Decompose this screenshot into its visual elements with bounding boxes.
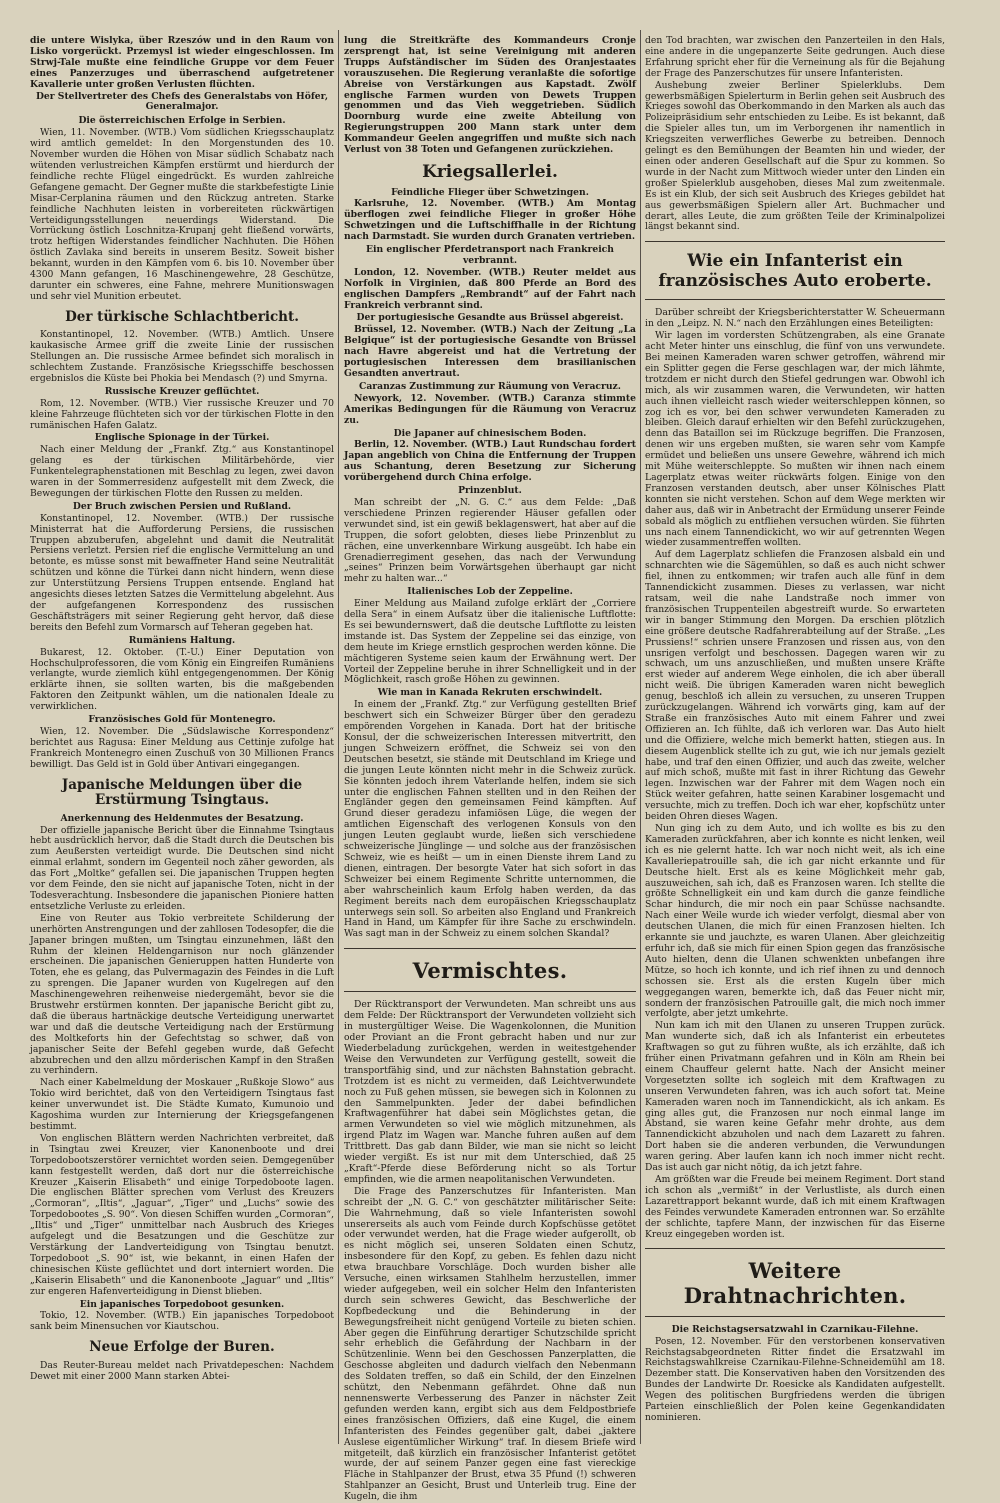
section-box <box>645 1248 945 1316</box>
paragraph: Eine von Reuter aus Tokio verbreitete Schilderung der unerhörten Anstrengungen und der zahllosen Todesopfer, die die Japaner bringen mußten, um Tsingtau einzunehmen, läßt den Ruhm der kleinen Heldengarnison nur noch glänzender erscheinen. Die japanischen Genieruppen hatten Hunderte von Toten, ehe es gelang, das Pulvermagazin des Feindes in die Luft zu sprengen. Die Japaner wurden von Kugelregen auf den Maschinengewehren reihenweise niedergemäht, bevor sie die Brustwehr erstürmen konnten. Der japanische Bericht gibt zu, daß die überaus hartnäckige deutsche Verteidigung unerwartet war und daß die deutsche Verteidigung nach der Erstürmung des Moltkeforts hin der Gefechtstag so schwer, daß von japanischer Seite der Befehl gegeben wurde, daß Gefecht abzubrechen und den allzu mörderischen Kampf in den Straßen zu verhindern. <box>30 912 334 1077</box>
section-headline: Kriegsallerlei. <box>422 161 558 182</box>
subheading: Anerkennung des Heldenmutes der Besatzung. <box>60 812 304 824</box>
subheading: Wie man in Kanada Rekruten erschwindelt. <box>377 687 603 699</box>
paragraph: Aushebung zweier Berliner Spielerklubs. Dem gewerbsmäßigen Spielerturm in Berlin gehen seit Ausbruch des Krieges sowohl das Oberkommando in den Marken als auch das Polizeipräsidium sehr entschieden zu Leibe. Es ist bekannt, daß die Spieler alles tun, um im Verborgenen ihr namentlich in Kriegszeiten verwerfliches Gewerbe zu betreiben. Dennoch gelingt es den Bemühungen der Beamten hin und wieder, der einen oder anderen Gesellschaft auf die Spur zu kommen. So wurde in der Nacht zum Mittwoch wieder unter den Linden ein großer Spielerklub ausgehoben, dieses Mal zum zweitenmale. Es ist ein Klub, der sich seit Ausbruch des Krieges gebildet hat aus gewerbsmäßigen Spielern aller Art. Buchmacher und derart, alles Leute, die zum größten Teile der Kriminalpolizei längst bekannt sind. <box>645 79 945 233</box>
paragraph: Konstantinopel, 12. November. (WTB.) Der russische Ministerrat hat die Aufforderung Persiens, die russischen Truppen abzuberufen, abgelehnt und damit die Neutralität Persiens verletzt. Persien rief die englische Vermittelung an und betonte, es müsse sonst mit bewaffneter Hand seine Neutralität schützen und könne die Türkei dann nicht hindern, wenn diese zur Unterstützung Persiens Truppen entsende. England hat angesichts dieses letzten Satzes die Vermittelung abgelehnt. Aus der aufgefangenen Korrespondenz des russischen Geschäftsträgers mit seiner Regierung geht hervor, daß diese bereits den Befehl zum Vormarsch auf Teheran gegeben hat. <box>30 512 334 633</box>
subheading: Russische Kreuzer geflüchtet. <box>104 385 260 397</box>
paragraph: Nach einer Meldung der „Frankf. Ztg.“ aus Konstantinopel gelang es der türkischen Militärbehörde, vier Funkentelegraphenstationen mit Beschlag zu legen, zwei davon waren in der Sommerresidenz aufgestellt mit dem Zweck, die Bewegungen der türkischen Flotte den Russen zu melden. <box>30 444 334 499</box>
paragraph: Berlin, 12. November. (WTB.) Laut Rundschau fordert Japan angeblich von China die Entfernung der Truppen aus Schantung, deren Besetzung zur Sicherung vorübergehend durch China erfolge. <box>344 439 636 484</box>
paragraph: Bukarest, 12. Oktober. (T.-U.) Einer Deputation von Hochschulprofessoren, die vom König ein Eingreifen Rumäniens verlangte, wurde ziemlich kühl entgegengenommen. Der König erklärte ihnen, sie sollten warten, bis die maßgebenden Faktoren den Zeitpunkt wählen, um die nationalen Ideale zu verwirklichen. <box>30 646 334 713</box>
paragraph: Der offizielle japanische Bericht über die Einnahme Tsingtaus hebt ausdrücklich hervor, daß die Stadt durch die Deutschen bis zum Aeußersten verteidigt wurde. Die Deutschen sind nicht einmal erlahmt, sondern im Gegenteil noch zäher geworden, als das Fort „Moltke“ gefallen sei. Die japanischen Truppen hegten vor dem Feinde, den sie nicht auf japanische Toten, nicht in der Todesverachtung. Insbesondere die japanischen Pioniere hatten entsetzliche Verluste zu erleiden. <box>30 824 334 912</box>
paragraph: die untere Wislyka, über Rzeszów und in den Raum von Lisko vorgerückt. Przemysl ist wieder eingeschlossen. Im Strwj-Tale mußte eine feindliche Gruppe vor dem Feuer eines Panzerzuges und überraschend aufgetretener Kavallerie unter großen Verlusten flüchten. <box>30 35 334 90</box>
article-headline: Neue Erfolge der Buren. <box>89 1339 275 1356</box>
paragraph: Auf dem Lagerplatz schliefen die Franzosen alsbald ein und schnarchten wie die Sägemühlen, so daß es auch nicht schwer fiel, ihnen zu entkommen; wir trafen auch alle fünf in dem Tannendickicht zusammen. Dieses zu verlassen, war nicht ratsam, weil die nahe Landstraße noch immer von französischen Truppenteilen abgestreift wurde. So erwarteten wir in banger Stimmung den Morgen. Da erschien plötzlich eine größere deutsche Radfahrerabteilung auf der Straße. „Les Prussiens!“ schrien unsere Franzosen und rissen aus, von den unsrigen verfolgt und beschossen. Dagegen waren wir zu schwach, um uns anzuschließen, und mußten unsere Kräfte erst wieder auf anderem Wege einholen, die ich aber überall nicht weiß. Die übrigen Kameraden waren nicht beweglich genug, beschloß ich allein zu versuchen, zu unseren Truppen zurückzugelangen. Während ich vorwärts ging, kam auf der Straße ein französisches Auto mit einem Fahrer und zwei Offizieren an. Ich fühlte, daß ich verloren war. Das Auto hielt und die Offiziere, welche mich bemerkt hatten, stiegen aus. In diesem Augenblick stellte ich zu gut, wie ich nur jemals gezielt habe, und traf den einen Offizier, und auch das zweite, welcher auf mich schoß, mußte mit fast in ihrer Richtung das Gewehr legen. Inzwischen war der Fahrer mit dem Wagen noch ein Stück weiter gefahren, hatte seinen Karabiner losgemacht und versuchte, mich zu treffen. Doch ich war eher, kopfschütz unter beiden Ohren dieses Wagen. <box>645 549 945 823</box>
subheading: Der portugiesische Gesandte aus Brüssel abgereist. <box>356 312 624 324</box>
subheading: Caranzas Zustimmung zur Räumung von Veracruz. <box>359 380 621 392</box>
subheading: Französisches Gold für Montenegro. <box>88 714 276 726</box>
section-box <box>645 241 945 300</box>
paragraph: Karlsruhe, 12. November. (WTB.) Am Montag überflogen zwei feindliche Flieger in großer Höhe Schwetzingen und die Luftschiffhalle in der Richtung nach Darmstadt. Sie wurden durch Granaten vertrieben. <box>344 198 636 243</box>
paragraph: London, 12. November. (WTB.) Reuter meldet aus Norfolk in Virginien, daß 800 Pferde an Bord des englischen Dampfers „Rembrandt“ auf der Fahrt nach Frankreich verbrannt sind. <box>344 266 636 311</box>
subheading: Der Bruch zwischen Persien und Rußland. <box>72 500 292 512</box>
section-headline: Vermischtes. <box>412 958 568 984</box>
paragraph: Von englischen Blättern werden Nachrichten verbreitet, daß in Tsingtau zwei Kreuzer, vier Kanonenboote und drei Torpedobootszerstörer vernichtet worden seien. Demgegenüber kann festgestellt werden, daß dort nur die österreichische Kreuzer „Kaiserin Elisabeth“ und einige Torpedoboote lagen. Die englischen Blätter sprechen vom Verlust des Kreuzers „Cormoran“, „Iltis“, „Jaguar“, „Tiger“ und „Luchs“ sowie des Torpedobootes „S. 90“. Von diesen Schiffen wurden „Cormoran“, „Iltis“ und „Tiger“ unmittelbar nach Ausbruch des Krieges aufgelegt und die Besatzungen und die Geschütze zur Verstärkung der Landverteidigung von Tsingtau benutzt. Torpedoboot „S. 90“ ist, wie bekannt, in einen Hafen der chinesischen Küste geflüchtet und dort interniert worden. Die „Kaiserin Elisabeth“ und die Kanonenboote „Jaguar“ und „Iltis“ zur engeren Hafenverteidigung in Dienst blieben. <box>30 1132 334 1297</box>
subheading: Englische Spionage in der Türkei. <box>94 432 270 444</box>
article-headline: Der türkische Schlachtbericht. <box>65 308 299 325</box>
signature: Der Stellvertreter des Chefs des Generalstabs von Höfer, Generalmajor. <box>35 90 329 113</box>
paragraph: Rom, 12. November. (WTB.) Vier russische Kreuzer und 70 kleine Fahrzeuge flüchteten sich vor der türkischen Flotte in den rumänischen Hafen Galatz. <box>30 397 334 431</box>
paragraph: Am größten war die Freude bei meinem Regiment. Dort stand ich schon als „vermißt“ in der Verlustliste, als durch einen Lazarettrapport bekannt wurde, daß ich mit einem Kraftwagen des Feindes verwundete Kameraden entronnen war. So erzählte der schlichte, tapfere Mann, der inzwischen für das Eiserne Kreuz eingegeben worden ist. <box>645 1174 945 1240</box>
subheading: Ein japanisches Torpedoboot gesunken. <box>79 1298 285 1310</box>
paragraph: Nun ging ich zu dem Auto, und ich wollte es bis zu den Kameraden zurückfahren, aber ich konnte es nicht lenken, weil ich es nie gelernt hatte. Ich war noch nicht weit, als ich eine Kavalleriepatrouille sah, die ich gar nicht erkannte und für Deutsche hielt. Erst als es keine Möglichkeit mehr gab, auszuweichen, sah ich, daß es Franzosen waren. Ich stellte die größte Schnelligkeit ein und kam durch die ganze feindliche Schar hindurch, die mir noch ein paar Schüsse nachsandte. Nach einer Weile wurde ich wieder verfolgt, diesmal aber von deutschen Ulanen, die mich für einen Franzosen hielten. Ich erkannte sie und jauchzte, es waren Ulanen. Aber gleichzeitig erfuhr ich, daß sie mich für einen Spion gegen das französische Auto hielten, denn die Ulanen schwenkten unbefangen ihre Mütze, so hoch ich konnte, und ich rief ihnen zu und dennoch schossen sie. Erst als die ersten Kugeln über mich weggegangen waren, bemerkte ich, daß das Feuer nicht mir, sondern der französischen Patrouille galt, die mich noch immer verfolgte, aber jetzt umkehrte. <box>645 823 945 1020</box>
paragraph: Tokio, 12. November. (WTB.) Ein japanisches Torpedoboot sank beim Minensuchen vor Kiautschou. <box>30 1310 334 1333</box>
paragraph: Nun kam ich mit den Ulanen zu unseren Truppen zurück. Man wunderte sich, daß ich als Infanterist ein erbeutetes Kraftwagen so gut zu führen wußte, als ich erzählte, daß ich früher einen Privatmann gefahren und in Köln am Rhein bei einem Chauffeur gelernt hatte. Nach der Ansicht meiner Vorgesetzten sollte ich sogleich mit dem Kraftwagen zu unseren Verwundeten fahren, was ich auch sofort tat. Meine Kameraden waren noch im Tannendickicht, als ich ankam. Es ging alles gut, die Franzosen nur noch einmal lange im Abstand, sie waren keine Gefahr mehr drohte, aus dem Tannendickicht abzuholen und nach dem Lazarett zu fahren. Dort haben sie die anderen verbunden, die Verwundungen waren gering. Aber laufen kann ich noch immer nicht recht. Das ist auch gar nicht nötig, da ich jetzt fahre. <box>645 1020 945 1174</box>
paragraph: In einem der „Frankf. Ztg.“ zur Verfügung gestellten Brief beschwert sich ein Schweizer Bürger über den geradezu empörenden Vorgehen in Kanada. Dort hat der britische Konsul, der die schweizerischen Interessen mitvertritt, den jungen Schweizern eröffnet, die Schweiz sei von den Deutschen besetzt, sie stände mit Deutschland im Kriege und die jungen Leute könnten nicht mehr in die Schweiz zurück. Sie könnten jedoch ihrem Vaterlande helfen, indem sie sich unter die englischen Fahnen stellten und in den Reihen der Engländer gegen den gemeinsamen Feind kämpften. Auf Grund dieser geradezu infamiösen Lüge, die wegen der amtlichen Eigenschaft des verlogenen Konsuls von den jungen Leuten geglaubt wurde, ließen sich verschiedene schweizerische Jünglinge — und solche aus der französischen Schweiz, wie es heißt — um in einen Dienste ihrem Land zu dienen, eintragen. Der besorgte Vater hat sich sofort in das Schweizer bei einem Regimente Schritte unternommen, die aber wahrscheinlich kaum Erfolg haben werden, da das Regiment bereits nach dem europäischen Kriegsschauplatz unterwegs sein soll. So arbeiten also England und Frankreich Hand in Hand, um Kämpfer für ihre Sache zu erschwindeln. Was sagt man in der Schweiz zu einem solchen Skandal? <box>344 699 636 940</box>
column-2 <box>344 35 636 1503</box>
paragraph: Newyork, 12. November. (WTB.) Caranza stimmte Amerikas Bedingungen für die Räumung von Veracruz zu. <box>344 392 636 426</box>
paragraph: Der Rücktransport der Verwundeten. Man schreibt uns aus dem Felde: Der Rücktransport der Verwundeten vollzieht sich in mustergültiger Weise. Die Wagenkolonnen, die Munition oder Proviant an die Front gebracht haben und nur zur Wiederbeladung zurückgehen, werden in weitestgehender Weise den Verwundeten zur Verfügung gestellt, soweit die transportfähig sind, und zur nächsten Bahnstation gebracht. Trotzdem ist es nicht zu vermeiden, daß Leichtverwundete noch zu Fuß gehen müssen, sie bewegen sich in Kolonnen zu den Sammelpunkten. Jeder der dabei befindlichen Kraftwagenführer hat dabei sein Möglichstes getan, die armen Verwundeten so viel wie möglich mitzunehmen, als irgend Platz im Wagen war. Manche fuhren außen auf dem Trittbrett. Das gab dann Bilder, wie man sie nicht so leicht wieder vergißt. Es ist nur mit dem Unterschied, daß 25 „Kraft“-Pferde diese Beförderung nicht so als Tortur empfinden, wie die armen neapolitanischen Verwundeten. <box>344 999 636 1185</box>
paragraph: Posen, 12. November. Für den verstorbenen konservativen Reichstagsabgeordneten Ritter findet die Ersatzwahl im Reichstagswahlkreise Czarnikau-Filehne-Schneidemühl am 18. Dezember statt. Die Konservativen haben den Vorsitzenden des Bundes der Landwirte Dr. Roesicke als Kandidaten aufgestellt. Wegen des politischen Burgfriedens werden die übrigen Parteien einschließlich der Polen keine Gegenkandidaten nominieren. <box>645 1335 945 1423</box>
subheading: Die Reichstagsersatzwahl in Czarnikau-Filehne. <box>671 1323 919 1335</box>
subheading: Ein englischer Pferdetransport nach Frankreich verbrannt. <box>366 244 614 266</box>
article-headline: Wie ein Infanterist ein französisches Auto eroberte. <box>658 251 932 291</box>
column-3 <box>645 36 945 1444</box>
paragraph: Das Reuter-Bureau meldet nach Privatdepeschen: Nachdem Dewet mit einer 2000 Mann starken Abtei- <box>30 1359 334 1382</box>
article-headline: Japanische Meldungen über die Erstürmung Tsingtaus. <box>61 776 303 809</box>
column-rule <box>338 30 339 1444</box>
paragraph: Wien, 11. November. (WTB.) Vom südlichen Kriegsschauplatz wird amtlich gemeldet: In den Morgenstunden des 10. November wurden die Höhen von Misar südlich Schabatz nach wütenden verlustreichen Kämpfen erstürmt und hierdurch der feindliche rechte Flügel eingedrückt. Es wurden zahlreiche Gefangene gemacht. Der Gegner mußte die starkbefestigte Linie Misar-Cerplanina räumen und den Rückzug antreten. Starke feindliche Nachhuten leisten in vorbereiteten rückwärtigen Verteidigungsstellungen neuerdings Widerstand. Die Vorrückung östlich Loschnitza-Krupanj geht fließend vorwärts, trotz heftigen Widerstandes feindlicher Nachhuten. Die Höhen östlich Zavlaka sind bereits in unserem Besitz. Soweit bisher bekannt, wurden in den Kämpfen vom 6. bis 10. November über 4300 Mann gefangen, 16 Maschinengewehre, 28 Geschütze, darunter ein schweres, eine Fahne, mehrere Munitionswagen und sehr viel Munition erbeutet. <box>30 127 334 302</box>
section-box <box>344 948 636 992</box>
column-rule <box>640 30 641 1444</box>
subheading: Die Japaner auf chinesischem Boden. <box>393 427 587 439</box>
paragraph: lung die Streitkräfte des Kommandeurs Cronje zersprengt hat, ist seine Vereinigung mit anderen Trupps Aufständischer im Süden des Oranjestaates vorauszusehen. Die Regierung veranlaßte die sofortige Abreise von Verstärkungen aus Kapstadt. Zwölf englische Farmen wurden von Dewets Truppen genommen und das Vieh weggetrieben. Südlich Doornburg wurde eine zweite Abteilung von Regierungstruppen 200 Mann stark unter dem Kommandeur Geelen angegriffen und mußte sich nach Verlust von 38 Toten und Gefangenen zurückziehen. <box>344 35 636 156</box>
subheading: Italienisches Lob der Zeppeline. <box>407 586 573 598</box>
paragraph: Konstantinopel, 12. November. (WTB.) Amtlich. Unsere kaukasische Armee griff die zweite Linie der russischen Stellungen an. Die russische Armee befindet sich moralisch in schlechtem Zustande. Französische Kriegsschiffe beschossen ergebnislos die Küste bei Phokia bei Mendasch (?) und Smyrna. <box>30 329 334 384</box>
paragraph: Man schreibt der „N. G. C.“ aus dem Felde: „Daß verschiedene Prinzen regierender Häuser gefallen oder verwundet sind, ist ein gewiß beklagenswert, hat aber auf die Truppen, die sofort gelobten, dieses liebe Prinzenblut zu rächen, eine unverkennbare Wirkung ausgeübt. Ich habe ein Grenadierregiment gesehen, das nach der Verwundung „seines“ Prinzen beim Vorwärtsgehen überhaupt gar nicht mehr zu halten war...“ <box>344 496 636 585</box>
paragraph: Nach einer Kabelmeldung der Moskauer „Rußkoje Slowo“ aus Tokio wird berichtet, daß von den Verteidigern Tsingtaus fast keiner unverwundet ist. Die Städte Kumato, Kumunoio und Kagoshima wurden zur Internierung der Kriegsgefangenen bestimmt. <box>30 1077 334 1133</box>
subheading: Feindliche Flieger über Schwetzingen. <box>391 186 589 198</box>
subheading: Rumäniens Haltung. <box>128 634 236 646</box>
paragraph: Wir lagen im vordersten Schützengraben, als eine Granate acht Meter hinter uns einschlug, die fünf von uns verwundete. Bei meinen Kameraden waren schwer getroffen, während mir ein Splitter gegen die Ferse geschlagen war, der mich lähmte, trotzdem er nicht durch den Stiefel gedrungen war. Obwohl ich mich, als wir zusammen waren, die Verwundeten, wir hatten auch ihnen vielleicht rasch wieder weiterschleppen können, so zog ich es vor, bei den schwer verwundeten Kameraden zu bleiben. Gleich darauf erhielten wir den Befehl zurückzugehen, denn das Bataillon sei im Rückzuge begriffen. Die Franzosen, denen wir uns ergeben mußten, sie waren sehr vom Kampfe ermüdet und beließen uns unsere Gewehre, während ich mich mit Mühe weiterschleppte. So mußten wir ihnen nach einem Lagerplatz etwas weiter rückwärts folgen. Einige von den Franzosen verstanden deutsch, aber unser Kölnisches Platt konnten sie nicht verstehen. Schon auf dem Wege merkten wir daher aus, daß wir in Anbetracht der Ermüdung unserer Feinde sobald als möglich zu entfliehen versuchen würden. Sie führten uns nach einem Tannendickicht, wo wir auf getrennten Wegen wieder zusammentreffen wollten. <box>645 330 945 549</box>
subheading: Prinzenblut. <box>458 485 522 497</box>
paragraph: Einer Meldung aus Mailand zufolge erklärt der „Corriere della Sera“ in einem Aufsatz über die italienische Luftflotte: Es sei bewundernswert, daß die deutsche Luftflotte zu leisten imstande ist. Das System der Zeppeline sei das einzige, von dem heute im Kriege ernstlich gesprochen werden könne. Die mächtigeren Systeme seien kaum der Erwähnung wert. Der Vorteil der Zeppeline beruhe in ihrer Schnelligkeit und in der Möglichkeit, rasch große Höhen zu gewinnen. <box>344 598 636 686</box>
paragraph: Darüber schreibt der Kriegsberichterstatter W. Scheuermann in den „Leipz. N. N.“ nach den Erzählungen eines Beteiligten: <box>645 307 945 330</box>
paragraph: Die Frage des Panzerschutzes für Infanteristen. Man schreibt der „N. G. C.“ von geschätzter militärischer Seite: Die Wahrnehmung, daß so viele Infanteristen sowohl unsererseits als auch vom Feinde durch Kopfschüsse getötet oder verwundet werden, hat die Frage wieder aufgerollt, ob es nicht möglich sei, unseren Soldaten einen Schutz, insbesondere für den Kopf, zu geben. Es fehlen dazu nicht etwa brauchbare Vorschläge. Doch wurden bisher alle Versuche, einen wirksamen Stahlhelm herzustellen, immer wieder aufgegeben, weil ein solcher Helm den Infanteristen durch sein schweres Gewicht, das Beschwerliche der Kopfbedeckung und die Behinderung in der Bewegungsfreiheit nicht genügend Vorteile zu bieten schien. Aber gegen die Einführung derartiger Schutzschilde spricht sehr erheblich die Gefährdung der Nachbarn in der Schützenlinie. Wenn bei den Geschossen Panzerplatten, die Geschosse abgleiten und dadurch vielfach den Nebenmann des Soldaten treffen, so daß ein Schild, der den Einzelnen schützt, den Nebenmann gefährdet. Ohne daß nun nennenswerte Verbesserung des Panzer in nächster Zeit gefunden werden kann, ergibt sich aus dem Feldpostbriefe eines französischen Offiziers, daß eine Kugel, die einem Infanteristen des Feindes gegenüber galt, dabei „jaktere Auslese eigentümlicher Wirkung“ traf. In diesem Briefe wird mitgeteilt, daß kürzlich ein französischer Infanterist getötet wurde, der auf seinem Panzer gegen eine fast viereckige Fläche in Stahlpanzer der Brust, etwa 35 Pfund (!) schweren Stahlpanzer an Gesicht, Brust und Unterleib trug. Eine der Kugeln, die ihm <box>344 1185 636 1503</box>
column-1 <box>30 36 334 1444</box>
paragraph: den Tod brachten, war zwischen den Panzerteilen in den Hals, eine andere in die ungepanzerte Seite gedrungen. Auch diese Erfahrung spricht eher für die Verneinung als für die Bejahung der Frage des Panzerschutzes für unsere Infanteristen. <box>645 35 945 79</box>
section-headline: Weitere Drahtnachrichten. <box>683 1258 907 1308</box>
subheading: Die österreichischen Erfolge in Serbien. <box>78 115 286 127</box>
paragraph: Brüssel, 12. November. (WTB.) Nach der Zeitung „La Belgique“ ist der portugiesische Gesandte von Brüssel nach Havre abgereist und hat die Vertretung der portugiesischen Interessen dem brasilianischen Gesandten anvertraut. <box>344 324 636 380</box>
paragraph: Wien, 12. November. Die „Südslawische Korrespondenz“ berichtet aus Ragusa: Einer Meldung aus Cettinje zufolge hat Frankreich Montenegro einen Zuschuß von 30 Millionen Francs bewilligt. Das Geld ist in Gold über Antivari eingegangen. <box>30 725 334 770</box>
